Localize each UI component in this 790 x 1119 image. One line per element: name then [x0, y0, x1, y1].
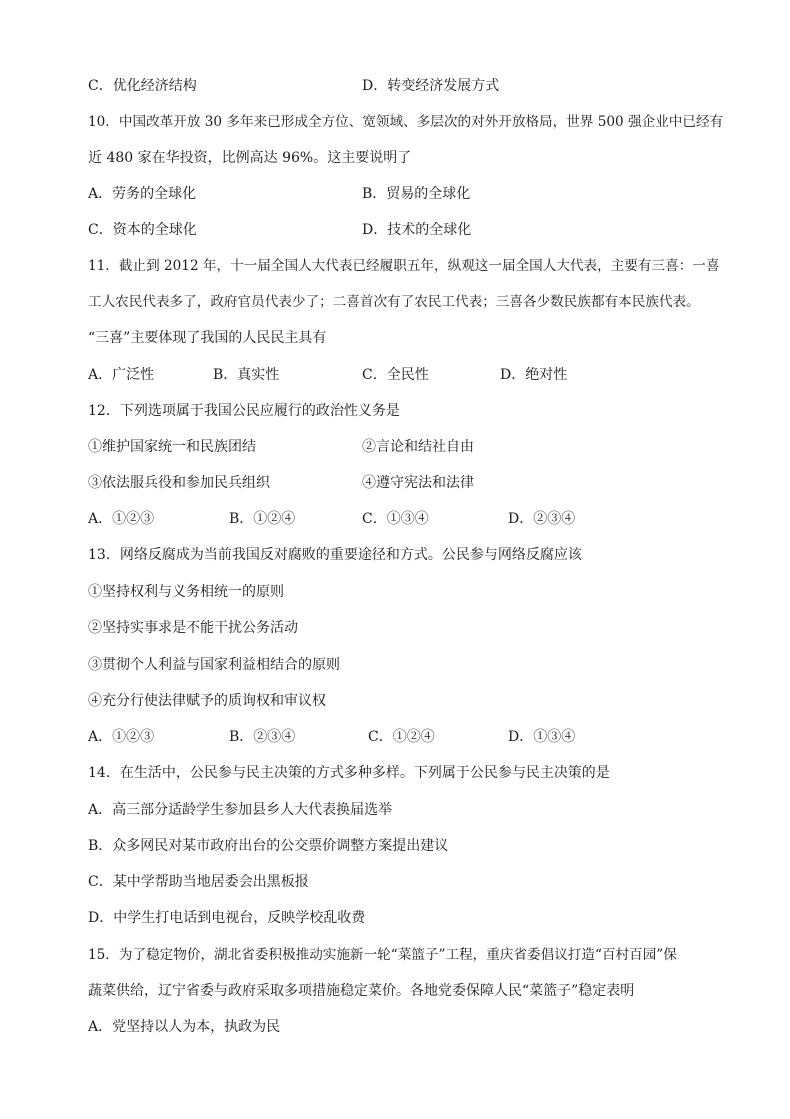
q11-stem-line-1: 11．截止到 2012 年，十一届全国人大代表已经履职五年，纵观这一届全国人大代表，主要有三喜：一喜 [88, 258, 720, 274]
q9-option-d: D．转变经济发展方式 [362, 78, 500, 94]
q13-stem: 13．网络反腐成为当前我国反对腐败的重要途径和方式。公民参与网络反腐应该 [88, 547, 582, 563]
q9-option-c: C．优化经济结构 [88, 78, 197, 94]
q13-option-b: B．②③④ [229, 729, 296, 745]
q13-item-2: ②坚持实事求是不能干扰公务活动 [88, 620, 298, 636]
q11-option-a: A．广泛性 [88, 367, 155, 383]
q13-item-1: ①坚持权利与义务相统一的原则 [88, 584, 284, 600]
q11-option-b: B．真实性 [213, 367, 280, 383]
q13-item-3: ③贯彻个人利益与国家利益相结合的原则 [88, 657, 340, 673]
q10-option-b: B．贸易的全球化 [362, 186, 471, 202]
q12-option-c: C．①③④ [362, 511, 429, 527]
q12-item-1: ①维护国家统一和民族团结 [88, 439, 256, 455]
q13-option-d: D．①③④ [508, 729, 576, 745]
q13-item-4: ④充分行使法律赋予的质询权和审议权 [88, 693, 326, 709]
q13-option-c: C．①②④ [368, 729, 435, 745]
q12-item-3: ③依法服兵役和参加民兵组织 [88, 475, 270, 491]
q13-option-a: A．①②③ [88, 729, 155, 745]
q14-option-d: D．中学生打电话到电视台，反映学校乱收费 [88, 910, 366, 926]
q10-option-d: D．技术的全球化 [362, 222, 472, 238]
q11-option-d: D．绝对性 [500, 367, 568, 383]
q12-stem: 12．下列选项属于我国公民应履行的政治性义务是 [88, 403, 400, 419]
q15-stem-line-1: 15．为了稳定物价，湖北省委积极推动实施新一轮“菜篮子”工程，重庆省委倡议打造“百村百园”保 [88, 947, 677, 963]
q10-option-a: A．劳务的全球化 [88, 186, 197, 202]
q11-option-c: C．全民性 [362, 367, 429, 383]
q14-option-b: B．众多网民对某市政府出台的公交票价调整方案提出建议 [88, 838, 449, 854]
q11-stem-line-3: “三喜”主要体现了我国的人民民主具有 [88, 330, 327, 346]
q12-option-d: D．②③④ [508, 511, 576, 527]
q10-stem-line-2: 近 480 家在华投资，比例高达 96%。这主要说明了 [88, 150, 412, 166]
q10-option-c: C．资本的全球化 [88, 222, 197, 238]
q12-item-4: ④遵守宪法和法律 [362, 475, 474, 491]
q15-stem-line-2: 蔬菜供给，辽宁省委与政府采取多项措施稳定菜价。各地党委保障人民“菜篮子”稳定表明 [88, 983, 635, 999]
q12-option-a: A．①②③ [88, 511, 155, 527]
q14-stem: 14．在生活中，公民参与民主决策的方式多种多样。下列属于公民参与民主决策的是 [88, 765, 610, 781]
q10-stem-line-1: 10．中国改革开放 30 多年来已形成全方位、宽领域、多层次的对外开放格局，世界 500 强企业中已经有 [88, 114, 724, 130]
q12-option-b: B．①②④ [229, 511, 296, 527]
q14-option-a: A．高三部分适龄学生参加县乡人大代表换届选举 [88, 802, 393, 818]
q15-option-a: A．党坚持以人为本，执政为民 [88, 1019, 281, 1035]
q11-stem-line-2: 工人农民代表多了，政府官员代表少了；二喜首次有了农民工代表；三喜各少数民族都有本民族代表。 [88, 294, 700, 310]
q12-item-2: ②言论和结社自由 [362, 439, 474, 455]
q14-option-c: C．某中学帮助当地居委会出黑板报 [88, 874, 309, 890]
